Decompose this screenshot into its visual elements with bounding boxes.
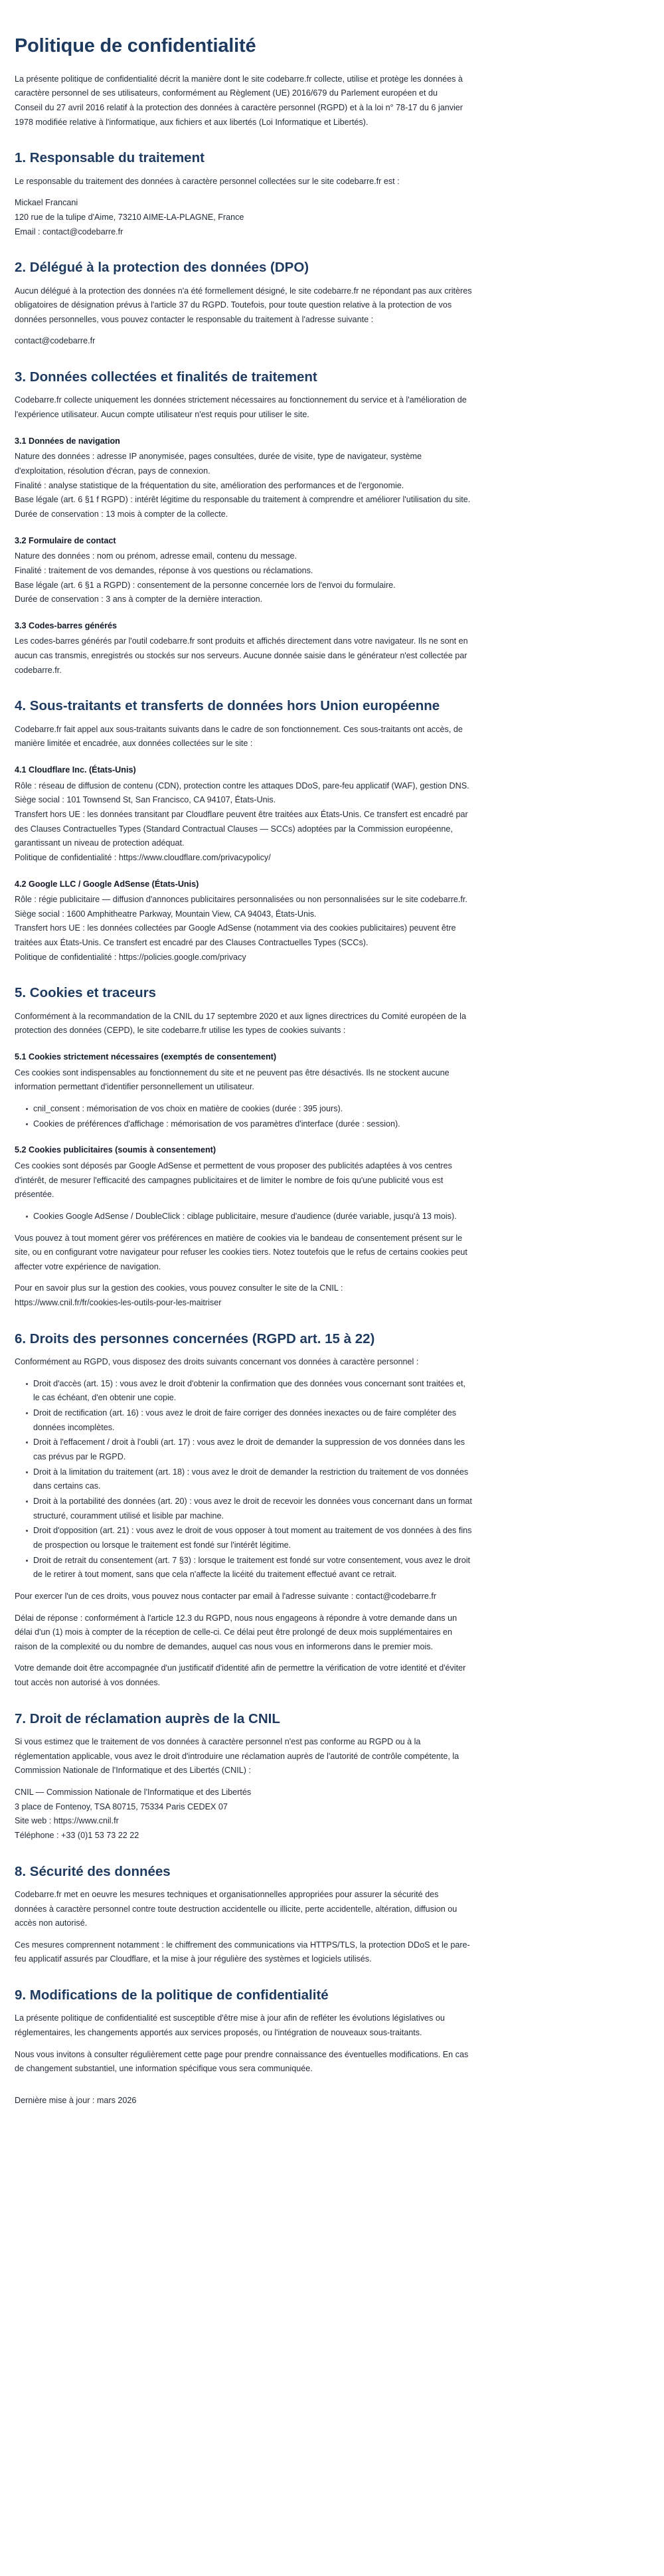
cookie-preferences-note: Vous pouvez à tout moment gérer vos préférences en matière de cookies via le bandeau de consentement présent sur le site, ou en configurant votre navigateur pour refuser les cookies tiers. Notez toutefois que le refus de certains cookies peut affecter votre expérience de navigation. — [15, 1233, 467, 1271]
last-update-note: Dernière mise à jour : mars 2026 — [15, 2096, 137, 2105]
barcode-data-body: Les codes-barres générés par l'outil codebarre.fr sont produits et affichés directement dans votre navigateur. Ils ne sont en aucun cas transmis, enregistrés ou stockés sur nos serveurs. Aucune donnée saisie dans le générateur n'est collectée par codebarre.fr. — [15, 636, 468, 675]
cloudflare-transfer: Transfert hors UE : les données transitant par Cloudflare peuvent être traitées aux États-Unis. Ce transfert est encadré par des Clauses Contractuelles Types (Standard Contractual Clauses — SCCs) adoptées par la Commission européenne, garantissant un niveau de protection adéquat. — [15, 809, 468, 848]
cnil-cookies-url: https://www.cnil.fr/fr/cookies-les-outils-pour-les-maitriser — [15, 1298, 222, 1308]
form-data-legal-basis: Base légale (art. 6 §1 a RGPD) : consentement de la personne concernée lors de l'envoi du formulaire. — [15, 580, 396, 590]
list-item: Droit d'accès (art. 15) : vous avez le droit d'obtenir la confirmation que des données vous concernant sont traitées et, le cas échéant, d'en obtenir une copie. — [26, 1377, 473, 1406]
section-heading-1: 1. Responsable du traitement — [15, 150, 205, 166]
cloudflare-privacy-url: Politique de confidentialité : https://www.cloudflare.com/privacypolicy/ — [15, 852, 271, 862]
section-1-intro: Le responsable du traitement des données à caractère personnel collectées sur le site codebarre.fr est : — [15, 176, 400, 186]
list-item: Droit d'opposition (art. 21) : vous avez le droit de vous opposer à tout moment au traitement de vos données à des fins de prospection ou lorsque le traitement est fondé sur l'intérêt légitime. — [26, 1524, 473, 1552]
modifications-paragraph-2: Nous vous invitons à consulter régulièrement cette page pour prendre connaissance des éventuelles modifications. En cas de changement substantiel, une information spécifique vous sera communiquée. — [15, 2049, 469, 2074]
security-paragraph-2: Ces mesures comprennent notamment : le chiffrement des communications via HTTPS/TLS, la protection DDoS et le pare-feu applicatif assurés par Cloudflare, et la mise à jour régulière des systèmes et logiciels utilisés. — [15, 1940, 470, 1964]
ad-cookies-body: Ces cookies sont déposés par Google AdSense et permettent de vous proposer des publicités adaptées à vos centres d'intérêt, de mesurer l'efficacité des campagnes publicitaires et de limiter le nombre de fois qu'une publicité vous est présentée. — [15, 1160, 452, 1200]
section-3-intro: Codebarre.fr collecte uniquement les données strictement nécessaires au fonctionnement du service et à l'amélioration de l'expérience utilisateur. Aucun compte utilisateur n'est requis pour utiliser le site. — [15, 395, 467, 420]
google-role: Rôle : régie publicitaire — diffusion d'annonces publicitaires personnalisées ou non personnalisées sur le site codebarre.fr. — [15, 895, 467, 905]
intro-paragraph: La présente politique de confidentialité décrit la manière dont le site codebarre.fr collecte, utilise et protège les données à caractère personnel de ses utilisateurs, conformément au Règlement (UE) 2016/679 du Parlement européen et du Conseil du 27 avril 2016 relatif à la protection des données à caractère personnel (RGPD) et à la loi n° 78-17 du 6 janvier 1978 modifiée relative à l'informatique, aux fichiers et aux libertés (Loi Informatique et Libertés). — [15, 74, 463, 127]
subsection-4-2-lines — [15, 893, 473, 965]
section-heading-5: 5. Cookies et traceurs — [15, 985, 157, 1001]
section-4-intro: Codebarre.fr fait appel aux sous-traitants suivants dans le cadre de son fonctionnement. Ces sous-traitants ont accès, de manière limitée et encadrée, aux données collectées sur le site : — [15, 724, 463, 749]
modifications-paragraph-1: La présente politique de confidentialité est susceptible d'être mise à jour afin de refléter les évolutions législatives ou réglementaires, les changements apportés aux services proposés, ou l'intégration de nouveaux sous-traitants. — [15, 2013, 445, 2038]
cloudflare-role: Rôle : réseau de diffusion de contenu (CDN), protection contre les attaques DDoS, pare-feu applicatif (WAF), gestion DNS. — [15, 781, 469, 790]
list-item: cnil_consent : mémorisation de vos choix en matière de cookies (durée : 395 jours). — [26, 1102, 473, 1117]
controller-contact-block — [15, 196, 473, 239]
content-wrapper — [15, 35, 473, 2108]
cnil-more-info-note: Pour en savoir plus sur la gestion des cookies, vous pouvez consulter le site de la CNIL : — [15, 1283, 343, 1293]
form-data-retention: Durée de conservation : 3 ans à compter de la dernière interaction. — [15, 595, 263, 604]
section-heading-6: 6. Droits des personnes concernées (RGPD art. 15 à 22) — [15, 1331, 375, 1346]
identity-proof-note: Votre demande doit être accompagnée d'un justificatif d'identité afin de permettre la vérification de votre identité et d'éviter tout accès non autorisé à vos données. — [15, 1663, 466, 1688]
subsection-heading-5-2: 5.2 Cookies publicitaires (soumis à consentement) — [15, 1145, 216, 1155]
cnil-website: Site web : https://www.cnil.fr — [15, 1816, 119, 1826]
cloudflare-hq: Siège social : 101 Townsend St, San Francisco, CA 94107, États-Unis. — [15, 795, 276, 805]
form-data-purpose: Finalité : traitement de vos demandes, réponse à vos questions ou réclamations. — [15, 565, 313, 575]
section-heading-4: 4. Sous-traitants et transferts de données hors Union européenne — [15, 698, 440, 714]
subsection-heading-3-3: 3.3 Codes-barres générés — [15, 620, 117, 630]
controller-name: Mickael Francani — [15, 198, 78, 208]
nav-data-purpose: Finalité : analyse statistique de la fréquentation du site, amélioration des performances et de l'ergonomie. — [15, 480, 404, 490]
form-data-nature: Nature des données : nom ou prénom, adresse email, contenu du message. — [15, 551, 297, 561]
cnil-name: CNIL — Commission Nationale de l'Informatique et des Libertés — [15, 1788, 252, 1797]
dpo-contact-email: contact@codebarre.fr — [15, 336, 96, 346]
cnil-phone: Téléphone : +33 (0)1 53 73 22 22 — [15, 1830, 139, 1840]
subsection-3-1-lines — [15, 450, 473, 521]
ad-cookies-list — [15, 1210, 473, 1224]
google-hq: Siège social : 1600 Amphitheatre Parkway, Mountain View, CA 94043, États-Unis. — [15, 909, 317, 919]
nav-data-nature: Nature des données : adresse IP anonymisée, pages consultées, durée de visite, type de navigateur, système d'exploitation, résolution d'écran, pays de connexion. — [15, 452, 422, 476]
section-7-intro: Si vous estimez que le traitement de vos données à caractère personnel n'est pas conforme au RGPD ou à la réglementation applicable, vous avez le droit d'introduire une réclamation auprès de l'autorité de contrôle compétente, la Commission Nationale de l'Informatique et des Libertés (CNIL) : — [15, 1737, 459, 1776]
response-delay-note: Délai de réponse : conformément à l'article 12.3 du RGPD, nous nous engageons à répondre à votre demande dans un délai d'un (1) mois à compter de la réception de celle-ci. Ce délai peut être prolongé de deux mois supplémentaires en raison de la complexité ou du nombre de demandes, auquel cas nous vous en informerons dans le premier mois. — [15, 1613, 457, 1651]
cnil-contact-block — [15, 1786, 473, 1843]
nav-data-legal-basis: Base légale (art. 6 §1 f RGPD) : intérêt légitime du responsable du traitement à comprendre et améliorer l'utilisation du site. — [15, 495, 471, 505]
list-item: Cookies Google AdSense / DoubleClick : ciblage publicitaire, mesure d'audience (durée variable, jusqu'à 13 mois). — [26, 1210, 473, 1224]
controller-email: Email : contact@codebarre.fr — [15, 227, 124, 236]
list-item: Cookies de préférences d'affichage : mémorisation de vos paramètres d'interface (durée : session). — [26, 1117, 473, 1132]
rights-list — [15, 1377, 473, 1582]
subsection-heading-4-1: 4.1 Cloudflare Inc. (États-Unis) — [15, 765, 136, 775]
subsection-heading-3-1: 3.1 Données de navigation — [15, 436, 120, 446]
subsection-3-2-lines — [15, 549, 473, 607]
section-heading-7: 7. Droit de réclamation auprès de la CNIL — [15, 1710, 280, 1726]
page-title: Politique de confidentialité — [15, 35, 256, 56]
section-5-intro: Conformément à la recommandation de la CNIL du 17 septembre 2020 et aux lignes directrices du Comité européen de la protection des données (CEPD), le site codebarre.fr utilise les types de cookies suivants : — [15, 1011, 466, 1036]
list-item: Droit à l'effacement / droit à l'oubli (art. 17) : vous avez le droit de demander la suppression de vos données dans les cas prévus par le RGPD. — [26, 1435, 473, 1464]
section-heading-2: 2. Délégué à la protection des données (DPO) — [15, 260, 309, 276]
security-paragraph-1: Codebarre.fr met en oeuvre les mesures techniques et organisationnelles appropriées pour assurer la sécurité des données à caractère personnel contre toute destruction accidentelle ou illicite, perte accidentelle, altération, diffusion ou accès non autorisé. — [15, 1889, 457, 1928]
list-item: Droit de rectification (art. 16) : vous avez le droit de faire corriger des données inexactes ou de faire compléter des données incomplètes. — [26, 1406, 473, 1435]
section-heading-8: 8. Sécurité des données — [15, 1863, 171, 1879]
subsection-heading-5-1: 5.1 Cookies strictement nécessaires (exemptés de consentement) — [15, 1052, 277, 1061]
section-2-body: Aucun délégué à la protection des données n'a été formellement désigné, le site codebarre.fr ne répondant pas aux critères obligatoires de désignation prévus à l'article 37 du RGPD. Toutefois, pour toute question relative à la protection de vos données personnelles, vous pouvez contacter le responsable du traitement à l'adresse suivante : — [15, 286, 472, 324]
subsection-heading-4-2: 4.2 Google LLC / Google AdSense (États-Unis) — [15, 879, 199, 889]
google-transfer: Transfert hors UE : les données collectées par Google AdSense (notamment via des cookies publicitaires) peuvent être traitées aux États-Unis. Ce transfert est encadré par des Clauses Contractuelles Types (SCCs). — [15, 923, 456, 948]
controller-address: 120 rue de la tulipe d'Aime, 73210 AIME-LA-PLAGNE, France — [15, 212, 244, 222]
section-heading-3: 3. Données collectées et finalités de traitement — [15, 369, 317, 385]
subsection-heading-3-2: 3.2 Formulaire de contact — [15, 535, 116, 545]
subsection-4-1-lines — [15, 779, 473, 866]
cnil-address: 3 place de Fontenoy, TSA 80715, 75334 Paris CEDEX 07 — [15, 1801, 228, 1811]
nav-data-retention: Durée de conservation : 13 mois à compter de la collecte. — [15, 509, 228, 519]
section-heading-9: 9. Modifications de la politique de confidentialité — [15, 1987, 329, 2003]
list-item: Droit à la limitation du traitement (art. 18) : vous avez le droit de demander la restriction du traitement de vos données dans certains cas. — [26, 1465, 473, 1494]
google-privacy-url: Politique de confidentialité : https://policies.google.com/privacy — [15, 952, 246, 962]
exercise-rights-contact: Pour exercer l'un de ces droits, vous pouvez nous contacter par email à l'adresse suivante : contact@codebarre.fr — [15, 1591, 437, 1601]
necessary-cookies-body: Ces cookies sont indispensables au fonctionnement du site et ne peuvent pas être désactivés. Ils ne stockent aucune information permettant d'identifier personnellement un utilisateur. — [15, 1067, 450, 1092]
list-item: Droit à la portabilité des données (art. 20) : vous avez le droit de recevoir les données vous concernant dans un format structuré, couramment utilisé et lisible par machine. — [26, 1495, 473, 1523]
necessary-cookies-list — [15, 1102, 473, 1131]
list-item: Droit de retrait du consentement (art. 7 §3) : lorsque le traitement est fondé sur votre consentement, vous avez le droit de le retirer à tout moment, sans que cela n'affecte la licéité du traitement effectué avant ce retrait. — [26, 1554, 473, 1582]
section-6-intro: Conformément au RGPD, vous disposez des droits suivants concernant vos données à caractère personnel : — [15, 1357, 419, 1367]
